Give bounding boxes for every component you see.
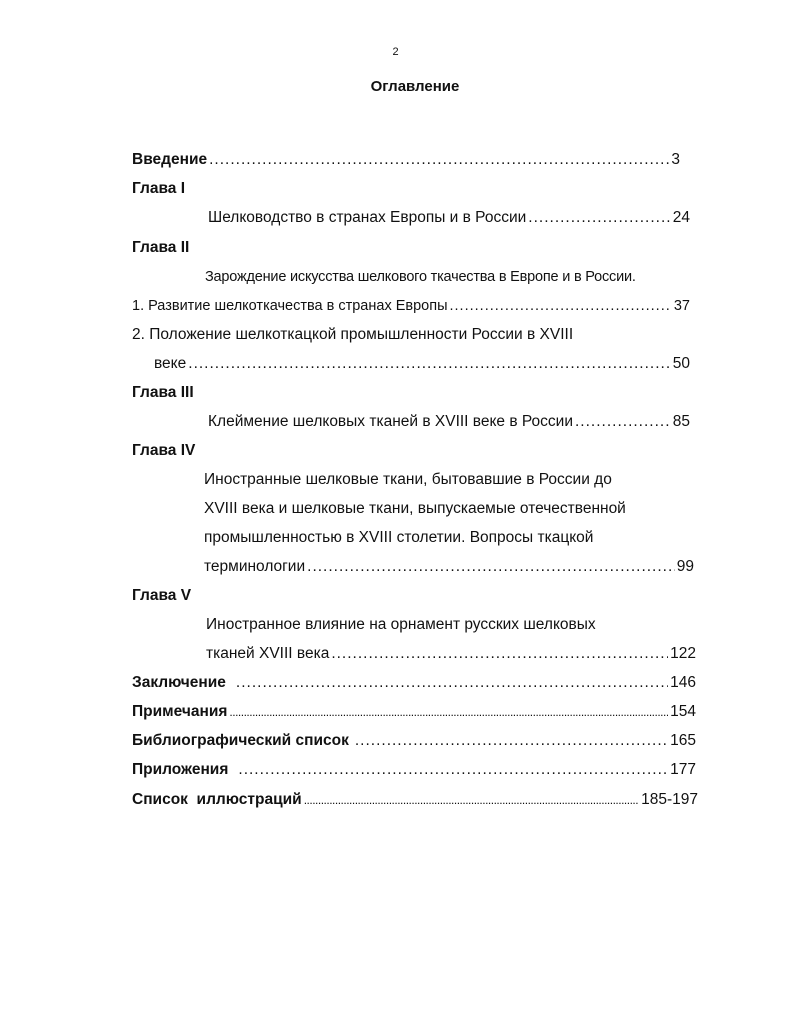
entry-page: 185-197 xyxy=(641,791,698,808)
chapter-4-title-line-3: промышленностью в XVIII столетии. Вопросы ткацкой xyxy=(204,529,594,546)
entry-page: 165 xyxy=(670,732,696,749)
entry-page: 3 xyxy=(671,151,680,168)
toc-entry-conclusion[interactable] xyxy=(132,673,696,693)
entry-label: Введение xyxy=(132,151,208,168)
toc-entry-chapter-1[interactable] xyxy=(208,208,690,228)
entry-label: Библиографический список xyxy=(132,732,349,749)
entry-label: Примечания xyxy=(132,703,228,720)
dot-leader xyxy=(188,354,670,374)
dot-leader xyxy=(238,760,668,780)
toc-entry-appendices[interactable] xyxy=(132,760,696,780)
toc-entry-intro[interactable] xyxy=(132,150,680,170)
chapter-4-heading: Глава IV xyxy=(132,442,196,459)
chapter-2-title: Зарождение искусства шелкового ткачества в Европе и в России. xyxy=(205,269,636,285)
entry-label: Список иллюстраций xyxy=(132,791,302,808)
toc-entry-notes[interactable] xyxy=(132,702,696,722)
dot-leader xyxy=(575,412,671,432)
entry-page: 24 xyxy=(672,209,690,226)
dot-leader xyxy=(236,673,668,693)
chapter-5-title-line-1: Иностранное влияние на орнамент русских шелковых xyxy=(206,616,596,633)
entry-label: Клеймение шелковых тканей в XVIII веке в России xyxy=(208,413,573,430)
dot-leader xyxy=(355,731,668,751)
dot-leader xyxy=(331,644,668,664)
dot-leader xyxy=(304,790,639,810)
entry-page: 99 xyxy=(676,558,694,575)
entry-label: Приложения xyxy=(132,761,229,778)
toc-entry-chapter-2-section-2[interactable] xyxy=(154,354,690,374)
chapter-4-title-line-2: XVIII века и шелковые ткани, выпускаемые отечественной xyxy=(204,500,626,517)
entry-page: 85 xyxy=(672,413,690,430)
chapter-1-heading: Глава I xyxy=(132,180,186,197)
toc-entry-chapter-3[interactable] xyxy=(208,412,690,432)
chapter-4-title-line-1: Иностранные шелковые ткани, бытовавшие в России до xyxy=(204,471,612,488)
page-number: 2 xyxy=(392,46,399,58)
entry-page: 154 xyxy=(670,703,696,720)
entry-page: 146 xyxy=(670,674,696,691)
dot-leader xyxy=(307,557,675,577)
dot-leader xyxy=(229,702,668,722)
chapter-2-heading: Глава II xyxy=(132,239,190,256)
entry-page: 122 xyxy=(670,645,696,662)
toc-entry-illustrations[interactable] xyxy=(132,790,698,810)
dot-leader xyxy=(209,150,669,170)
dot-leader xyxy=(528,208,670,228)
toc-entry-chapter-5[interactable] xyxy=(206,644,696,664)
toc-title: Оглавление xyxy=(370,78,460,95)
toc-entry-bibliography[interactable] xyxy=(132,731,696,751)
entry-page: 177 xyxy=(670,761,696,778)
toc-entry-chapter-4[interactable] xyxy=(204,557,694,577)
entry-label: Шелководство в странах Европы и в России xyxy=(208,209,527,226)
dot-leader xyxy=(450,296,672,316)
chapter-3-heading: Глава III xyxy=(132,384,194,401)
entry-label: тканей XVIII века xyxy=(206,645,330,662)
entry-label: 1. Развитие шелкоткачества в странах Европы xyxy=(132,298,448,314)
chapter-2-section-2-title: 2. Положение шелкоткацкой промышленности России в XVIII xyxy=(132,326,574,343)
entry-label: веке xyxy=(154,355,187,372)
toc-entry-chapter-2-section-1[interactable] xyxy=(132,296,690,316)
entry-page: 50 xyxy=(672,355,690,372)
entry-page: 37 xyxy=(673,298,690,314)
chapter-5-heading: Глава V xyxy=(132,587,192,604)
entry-label: Заключение xyxy=(132,674,226,691)
entry-label: терминологии xyxy=(204,558,306,575)
